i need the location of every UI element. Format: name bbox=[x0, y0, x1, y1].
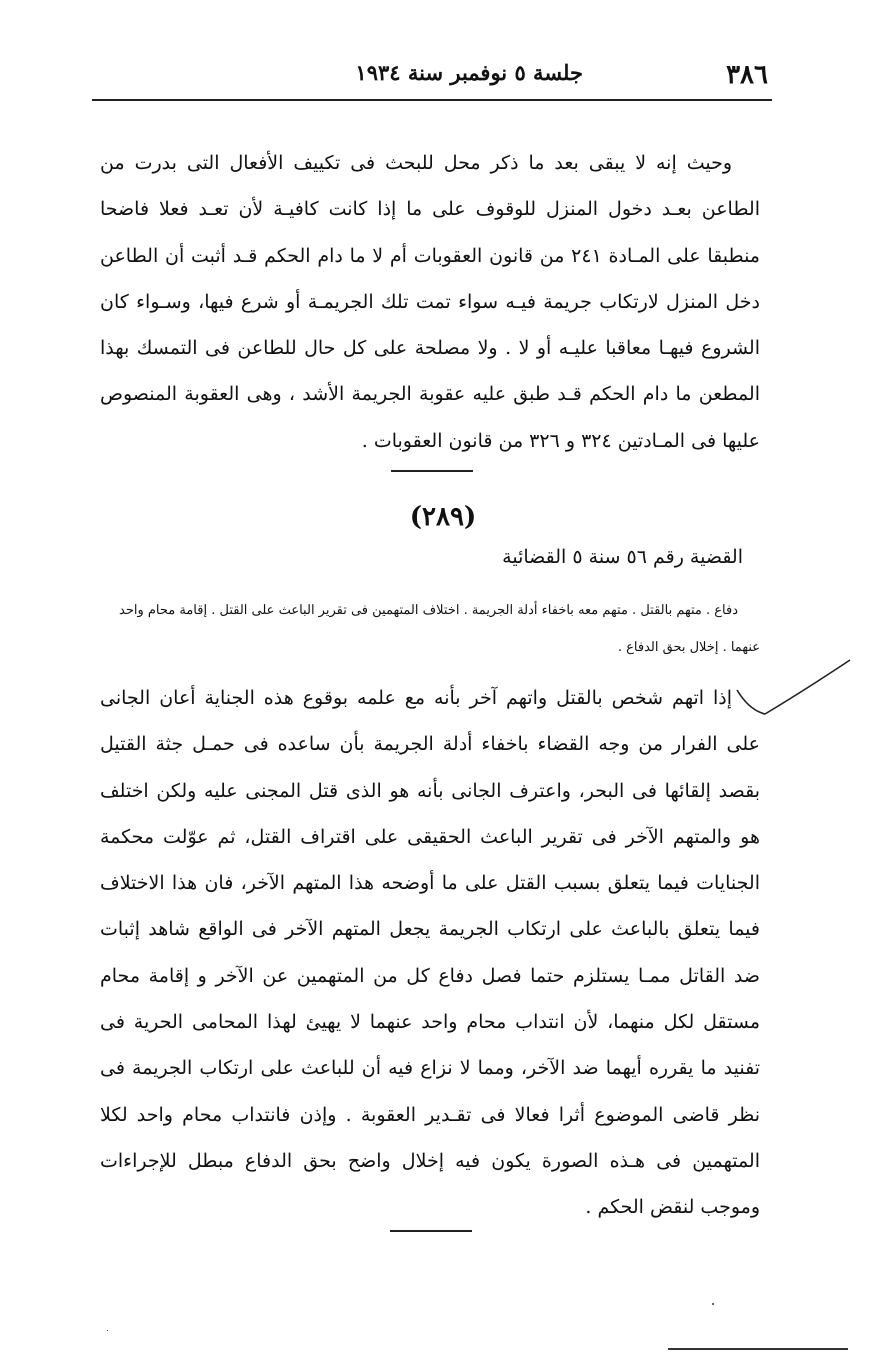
paragraph-first: وحيث إنه لا يبقى بعد ما ذكر محل للبحث فى تكييف الأفعال التى بدرت من الطاعن بعـد دخول المنزل للوقوف على ما إذا كانت كافيـة لأن تعـد فعلا فاضحا منطبقا على المـادة ٢٤١ من قانون العقوبات أم لا ما دام الحكم قـد أثبت أن الطاعن دخل المنزل لارتكاب جريمة فيـه سواء تمت تلك الجريمـة أو شرع فيها، وسـواء كان الشروع فيهـا معاقبا عليـه أو لا . ولا مصلحة على كل حال للطاعن فى التمسك بهذا المطعن ما دام الحكم قـد طبق عليه عقوبة الجريمة الأشد ، وهى العقوبة المنصوص عليها فى المـادتين ٣٢٤ و ٣٢٦ من قانون العقوبات . bbox=[100, 152, 760, 452]
session-heading: جلسة ٥ نوفمبر سنة ١٩٣٤ bbox=[355, 60, 583, 85]
speck bbox=[107, 1330, 108, 1331]
footer-rule bbox=[668, 1348, 848, 1350]
end-divider bbox=[390, 1230, 472, 1232]
speck bbox=[712, 1303, 714, 1305]
case-summary: دفاع . متهم بالقتل . متهم معه باخفاء أدلة الجريمة . اختلاف المتهمين فى تقرير الباعث على القتل . إقامة محام واحد عنهما . إخلال بحق الدفاع . bbox=[119, 603, 760, 655]
case-number: (٢٨٩) bbox=[409, 502, 477, 532]
case-title: القضية رقم ٥٦ سنة ٥ القضائية bbox=[502, 546, 743, 568]
page-number: ٣٨٦ bbox=[726, 60, 768, 90]
paragraph-ruling: إذا اتهم شخص بالقتل واتهم آخر بأنه مع علمه بوقوع هذه الجناية أعان الجانى على الفرار من وجه القضاء باخفاء أدلة الجريمة بأن ساعده فى حمـل جثة القتيل بقصد إلقائها فى البحر، واعترف الجانى بأنه هو الذى قتل المجنى عليه ولكن اختلف هو والمتهم الآخر فى تقرير الباعث الحقيقى على اقتراف القتل، ثم عوّلت محكمة الجنايات فيما يتعلق بسبب القتل على ما أوضحه هذا المتهم الآخر، فان هذا الاختلاف فيما يتعلق بالباعث على ارتكاب الجريمة يجعل المتهم الآخر فى الواقع شاهد إثبات ضد القاتل ممـا يستلزم حتما فصل دفاع كل من المتهمين عن الآخر و إقامة محام مستقل لكل منهما، لأن انتداب محام واحد عنهما لا يهيئ لهذا المحامى الحرية فى تفنيد ما يقرره أيهما ضد الآخر، ومما لا نزاع فيه أن للباعث على ارتكاب الجريمة فى نظر قاضى الموضوع أثرا فعالا فى تقـدير العقوبة . وإذن فانتداب محام واحد لكلا المتهمين فى هـذه الصورة يكون فيه إخلال واضح بحق الدفاع مبطل للإجراءات وموجب لنقض الحكم . bbox=[100, 687, 760, 1219]
section-divider bbox=[391, 470, 473, 472]
page-header bbox=[92, 52, 768, 96]
header-rule bbox=[92, 99, 772, 101]
